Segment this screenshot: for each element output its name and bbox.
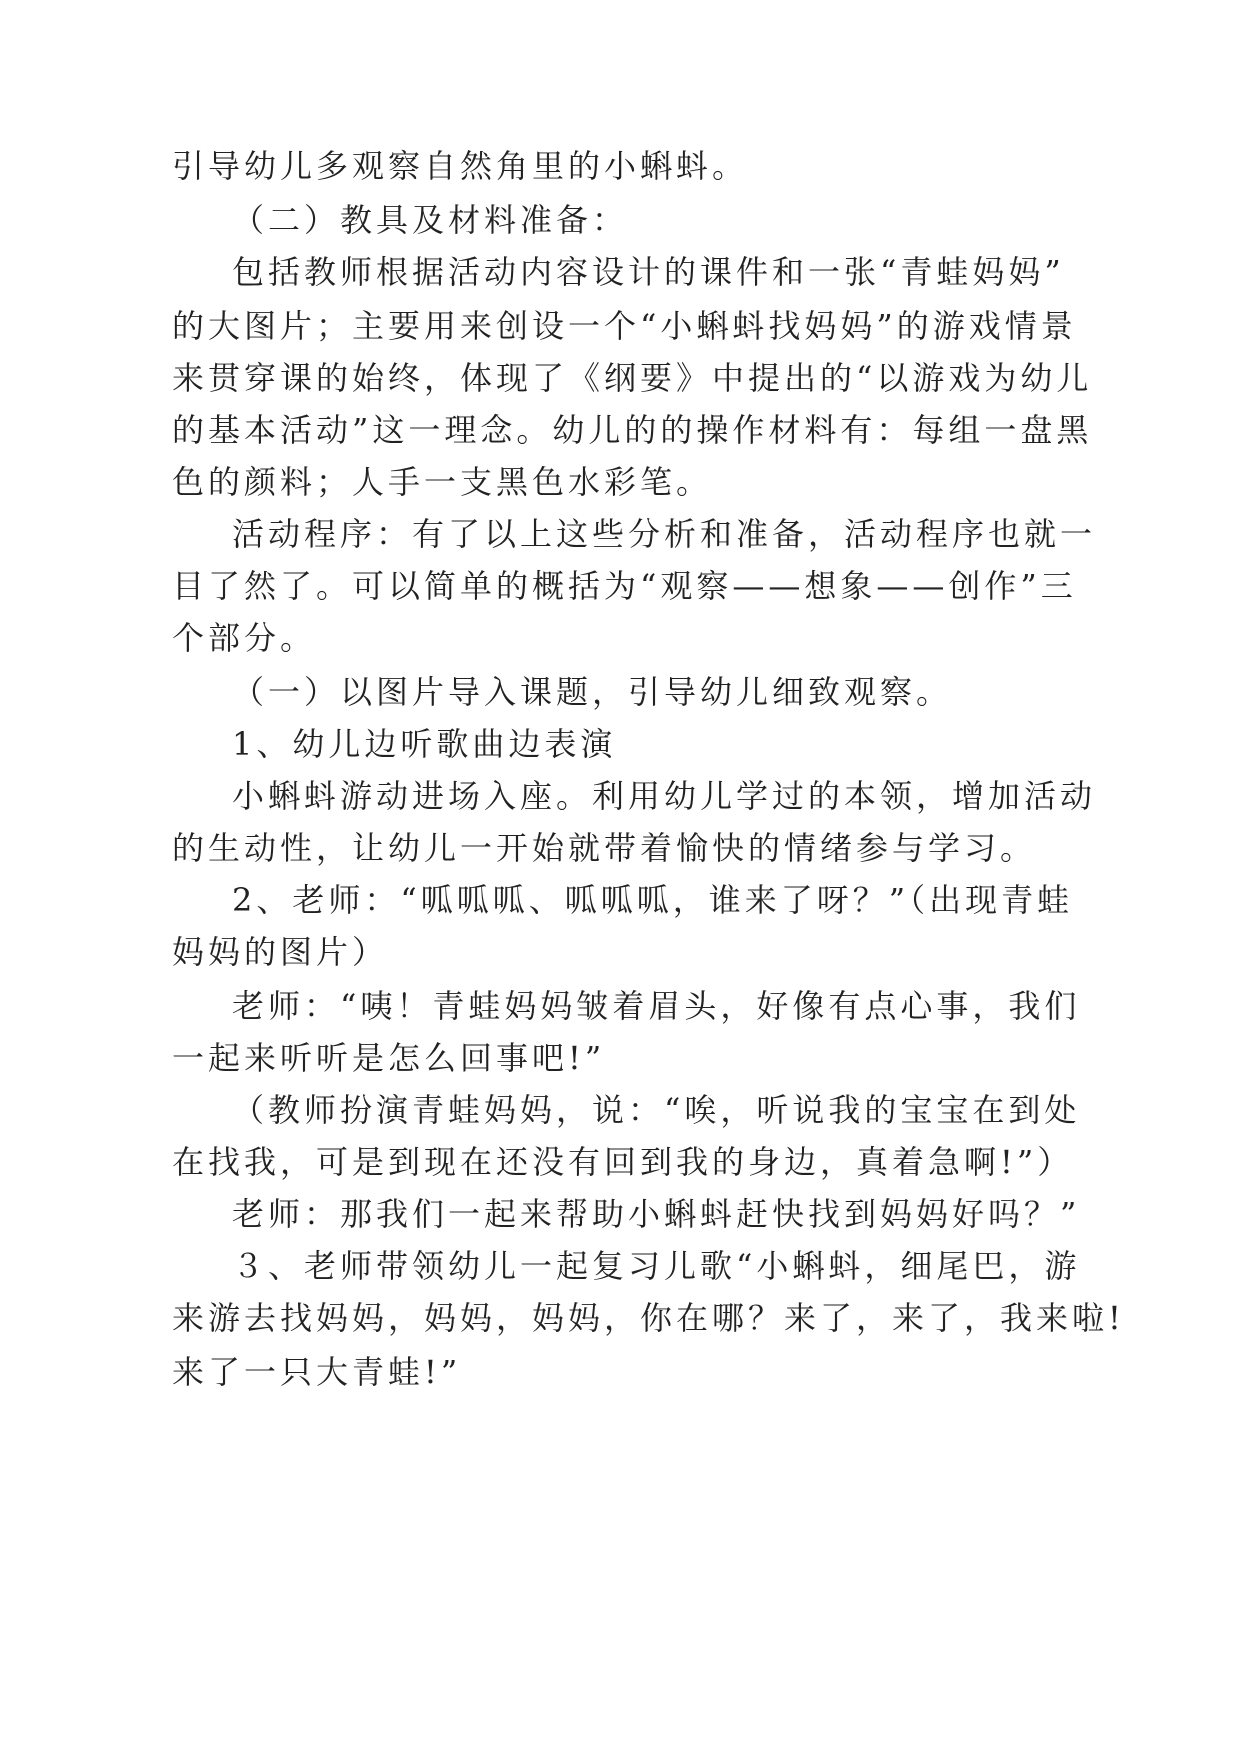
- text-line: 老师：那我们一起来帮助小蝌蚪赶快找到妈妈好吗？”: [232, 1195, 1081, 1233]
- text-line: 1、幼儿边听歌曲边表演: [232, 725, 617, 763]
- text-line: 一起来听听是怎么回事吧!”: [172, 1039, 606, 1077]
- text-line: 2、老师：“呱呱呱、呱呱呱，谁来了呀？”（出现青蛙: [232, 881, 1074, 919]
- text-line: 的大图片；主要用来创设一个“小蝌蚪找妈妈”的游戏情景: [172, 307, 1077, 345]
- text-line: 来了一只大青蛙!”: [172, 1353, 462, 1391]
- text-line: 目了然了。可以简单的概括为“观察——想象——创作”三: [172, 567, 1077, 605]
- text-line: 色的颜料；人手一支黑色水彩笔。: [172, 463, 713, 501]
- section-heading: （一）以图片导入课题，引导幼儿细致观察。: [232, 673, 953, 711]
- text-line: 包括教师根据活动内容设计的课件和一张“青蛙妈妈”: [232, 253, 1065, 291]
- text-line: 小蝌蚪游动进场入座。利用幼儿学过的本领，增加活动: [232, 777, 1097, 815]
- text-line: 来游去找妈妈，妈妈，妈妈，你在哪？来了，来了，我来啦!: [172, 1299, 1125, 1337]
- text-line: 的基本活动”这一理念。幼儿的的操作材料有：每组一盘黑: [172, 411, 1093, 449]
- text-line: ３、老师带领幼儿一起复习儿歌“小蝌蚪，细尾巴，游: [232, 1247, 1081, 1285]
- text-line: 的生动性，让幼儿一开始就带着愉快的情绪参与学习。: [172, 829, 1037, 867]
- text-line: 老师：“咦！青蛙妈妈皱着眉头，好像有点心事，我们: [232, 987, 1081, 1025]
- text-line: 引导幼儿多观察自然角里的小蝌蚪。: [172, 147, 749, 185]
- text-line: 来贯穿课的始终，体现了《纲要》中提出的“以游戏为幼儿: [172, 359, 1093, 397]
- text-line: （教师扮演青蛙妈妈，说：“唉，听说我的宝宝在到处: [232, 1091, 1081, 1129]
- section-heading: （二）教具及材料准备：: [232, 201, 629, 239]
- text-line: 在找我，可是到现在还没有回到我的身边，真着急啊!”）: [172, 1143, 1074, 1181]
- text-line: 妈妈的图片）: [172, 933, 389, 971]
- text-line: 个部分。: [172, 619, 317, 657]
- text-line: 活动程序：有了以上这些分析和准备，活动程序也就一: [232, 515, 1097, 553]
